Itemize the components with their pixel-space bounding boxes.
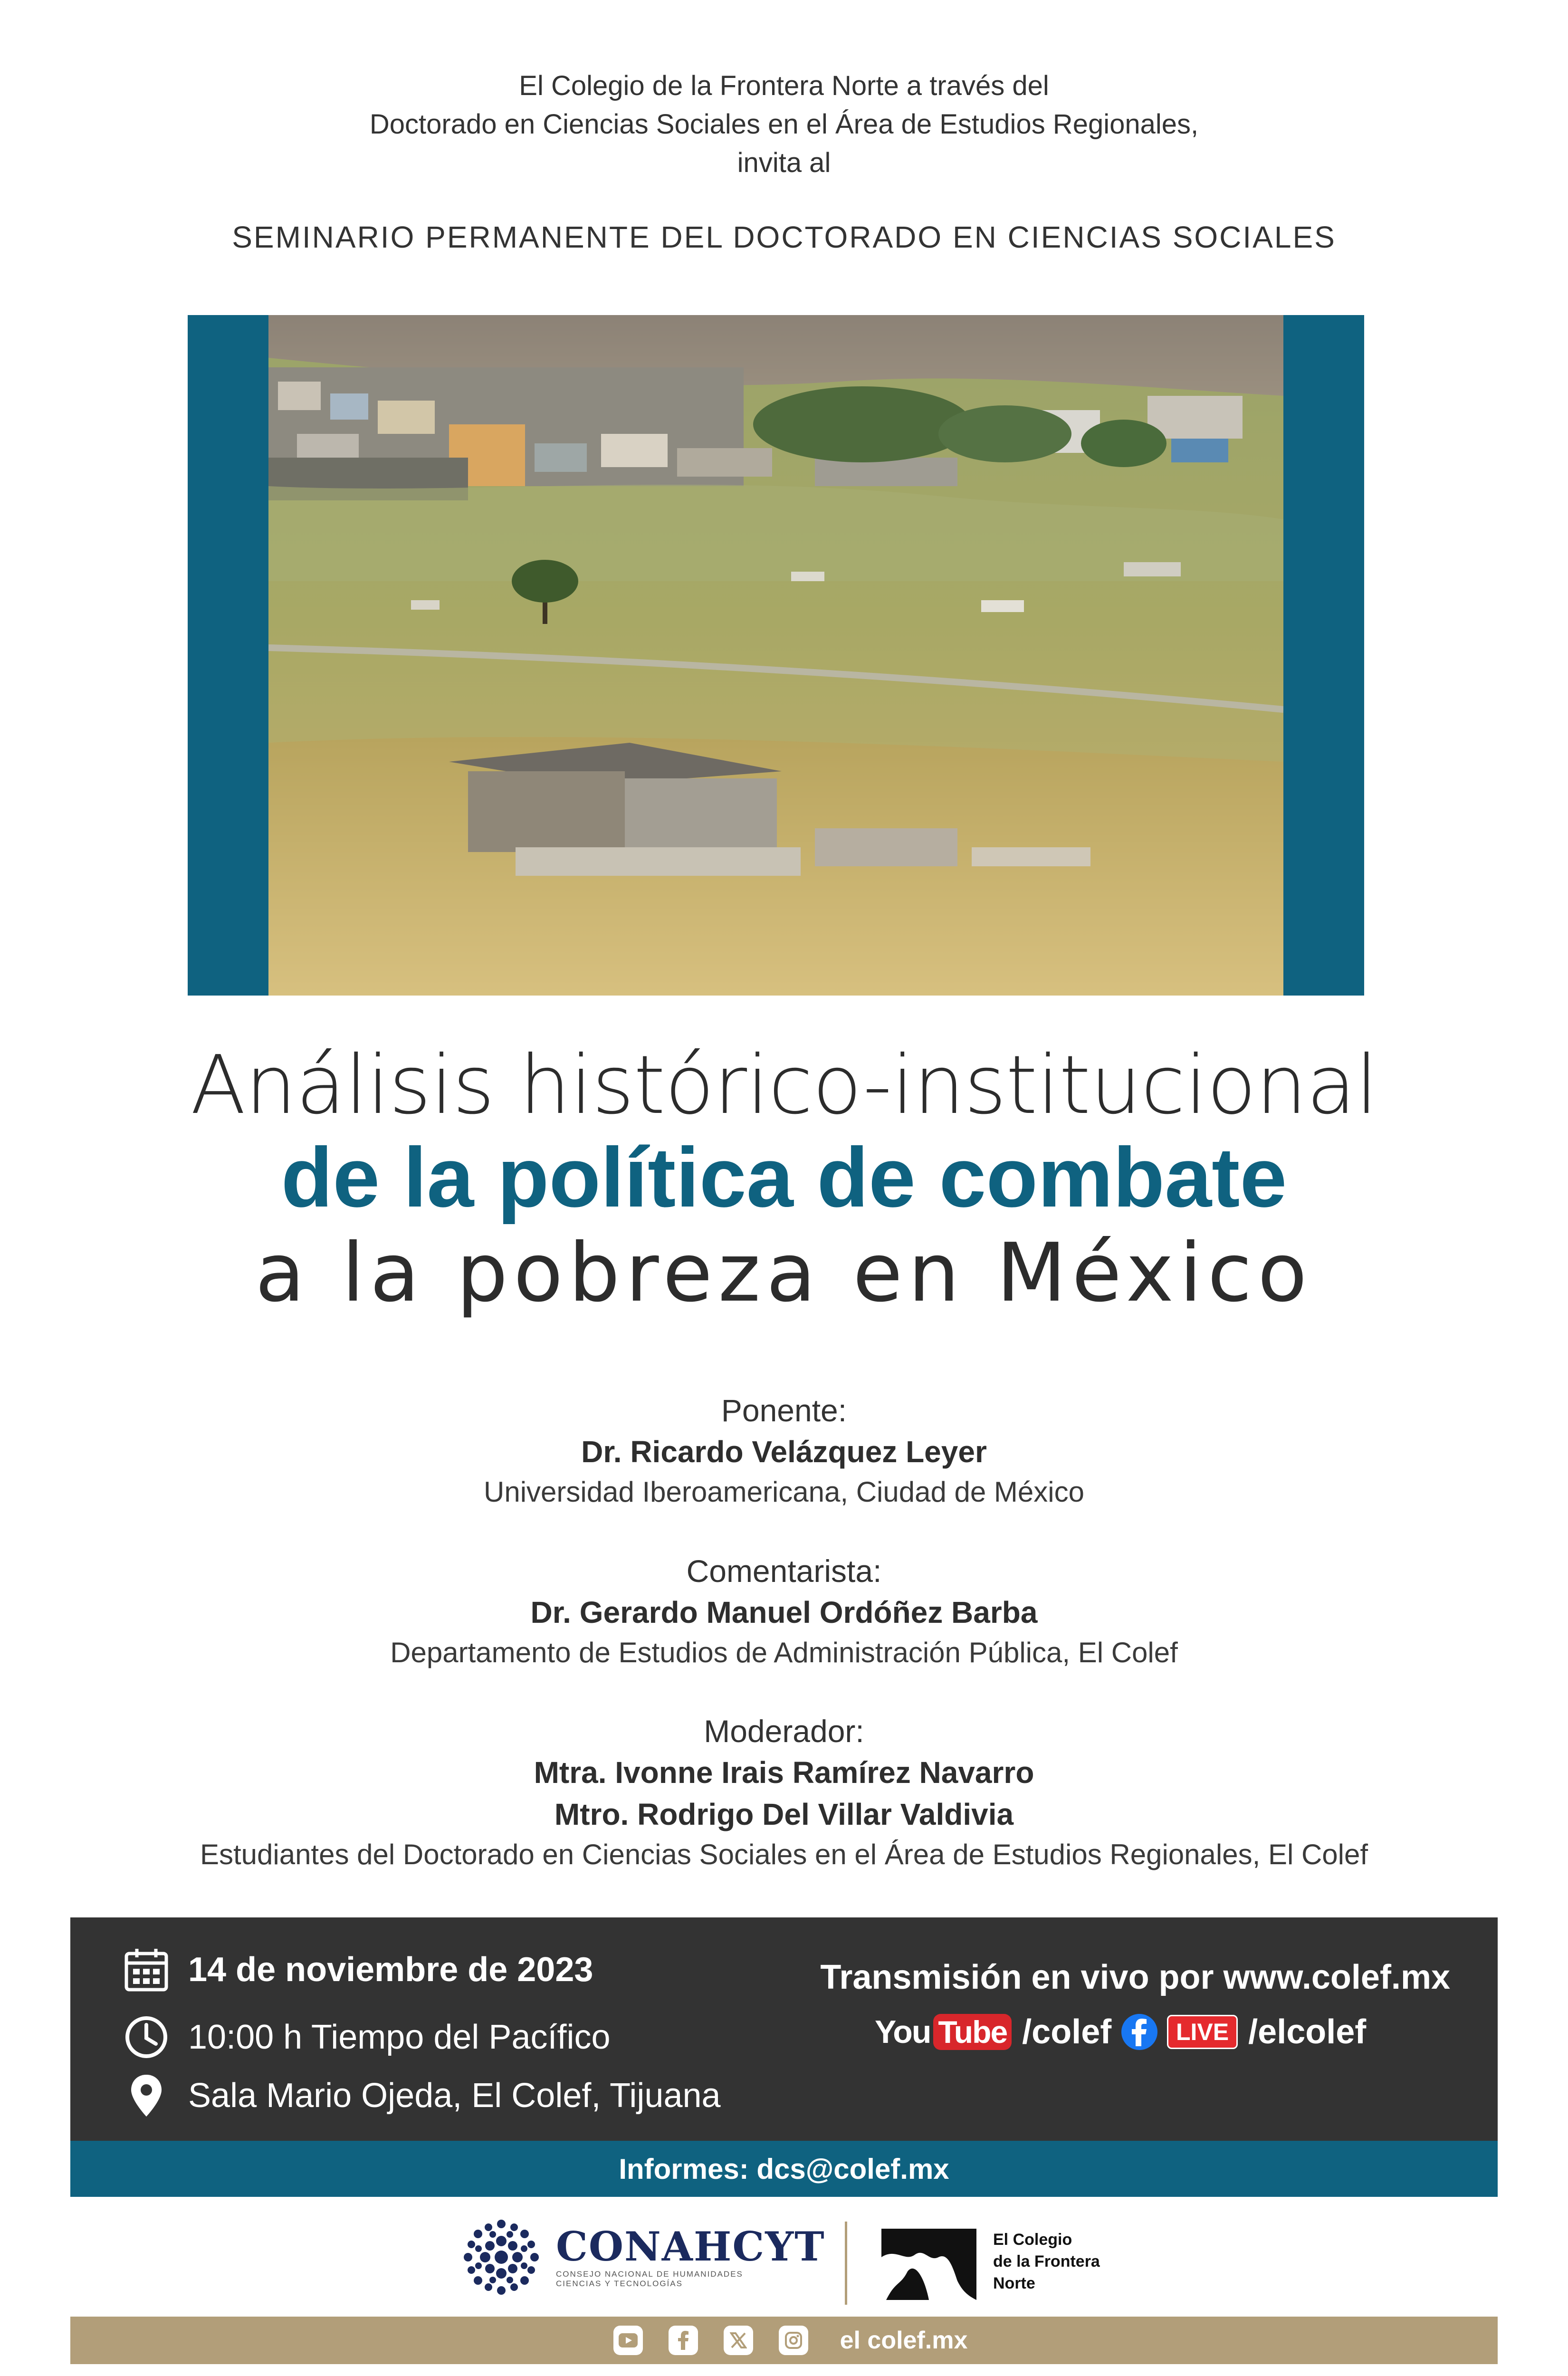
intro-line-3: invita al	[737, 147, 831, 178]
photo-frame	[188, 315, 1364, 996]
colef-logo-icon	[881, 2229, 976, 2300]
youtube-tube-text: Tube	[933, 2014, 1012, 2050]
facebook-link[interactable]	[1120, 2012, 1366, 2051]
calendar-icon	[123, 1946, 170, 1993]
location-pin-icon	[123, 2072, 170, 2119]
facebook-handle: /elcolef	[1248, 2013, 1367, 2051]
seminar-title: SEMINARIO PERMANENTE DEL DOCTORADO EN CIENCIAS SOCIALES	[232, 220, 1336, 254]
ponente-block	[0, 1390, 1568, 1512]
colef-line-3: Norte	[993, 2274, 1035, 2292]
moderador-affiliation: Estudiantes del Doctorado en Ciencias Sociales en el Área de Estudios Regionales, El Colef	[200, 1839, 1368, 1870]
stream-info: Transmisión en vivo por www.colef.mx	[820, 1958, 1450, 1996]
youtube-logo	[875, 2013, 1012, 2050]
logo-divider	[845, 2222, 847, 2305]
conahcyt-subtitle-2: CIENCIAS Y TECNOLOGÍAS	[556, 2279, 683, 2288]
ponente-role: Ponente:	[721, 1393, 847, 1428]
event-time: 10:00 h Tiempo del Pacífico	[188, 2018, 611, 2056]
youtube-link[interactable]	[875, 2012, 1111, 2051]
place-row	[123, 2072, 721, 2119]
conahcyt-subtitle-1: CONSEJO NACIONAL DE HUMANIDADES	[556, 2270, 743, 2279]
title-line-1: Análisis histórico-institucional	[190, 1038, 1378, 1132]
footer-website[interactable]: el colef.mx	[840, 2327, 968, 2354]
clock-icon	[123, 2013, 170, 2061]
time-row	[123, 2013, 611, 2061]
facebook-footer-icon[interactable]	[669, 2326, 698, 2355]
youtube-footer-icon[interactable]	[613, 2326, 643, 2355]
comentarista-affiliation: Departamento de Estudios de Administración Pública, El Colef	[390, 1637, 1178, 1668]
ponente-affiliation: Universidad Iberoamericana, Ciudad de México	[484, 1476, 1084, 1508]
footer-bar	[70, 2317, 1498, 2364]
title-line-2: de la política de combate	[281, 1130, 1287, 1225]
event-info-panel	[70, 1917, 1498, 2141]
conahcyt-logo	[556, 2224, 825, 2289]
colef-line-2: de la Frontera	[993, 2252, 1100, 2271]
event-date: 14 de noviembre de 2023	[188, 1951, 593, 1989]
conahcyt-name: CONAHCYT	[556, 2223, 825, 2270]
intro-line-2: Doctorado en Ciencias Sociales en el Área de Estudios Regionales,	[369, 109, 1199, 140]
logos-row	[0, 2205, 1568, 2314]
ponente-name: Dr. Ricardo Velázquez Leyer	[581, 1435, 987, 1469]
youtube-you-text: You	[875, 2014, 931, 2050]
moderador-block	[0, 1711, 1568, 1874]
colef-logo-text	[993, 2229, 1100, 2294]
x-footer-icon[interactable]	[724, 2326, 753, 2355]
intro-text	[0, 67, 1568, 182]
title-line-3: a la pobreza en México	[255, 1226, 1313, 1320]
moderador-name-1: Mtra. Ivonne Irais Ramírez Navarro	[534, 1755, 1034, 1790]
moderador-role: Moderador:	[704, 1714, 864, 1749]
landscape-photo	[268, 315, 1283, 996]
facebook-icon	[1120, 2013, 1158, 2051]
informes-bar	[70, 2141, 1498, 2197]
comentarista-name: Dr. Gerardo Manuel Ordóñez Barba	[530, 1595, 1038, 1629]
conahcyt-seal-icon	[459, 2214, 544, 2300]
comentarista-role: Comentarista:	[686, 1553, 882, 1589]
intro-line-1: El Colegio de la Frontera Norte a través del	[519, 70, 1049, 101]
date-row	[123, 1946, 593, 1993]
youtube-handle: /colef	[1022, 2013, 1112, 2051]
moderador-name-2: Mtro. Rodrigo Del Villar Valdivia	[554, 1797, 1014, 1831]
event-place: Sala Mario Ojeda, El Colef, Tijuana	[188, 2077, 721, 2115]
facebook-live-badge: LIVE	[1167, 2015, 1238, 2049]
informes-contact[interactable]: Informes: dcs@colef.mx	[619, 2153, 949, 2185]
instagram-footer-icon[interactable]	[779, 2326, 808, 2355]
colef-line-1: El Colegio	[993, 2231, 1072, 2249]
comentarista-block	[0, 1551, 1568, 1672]
